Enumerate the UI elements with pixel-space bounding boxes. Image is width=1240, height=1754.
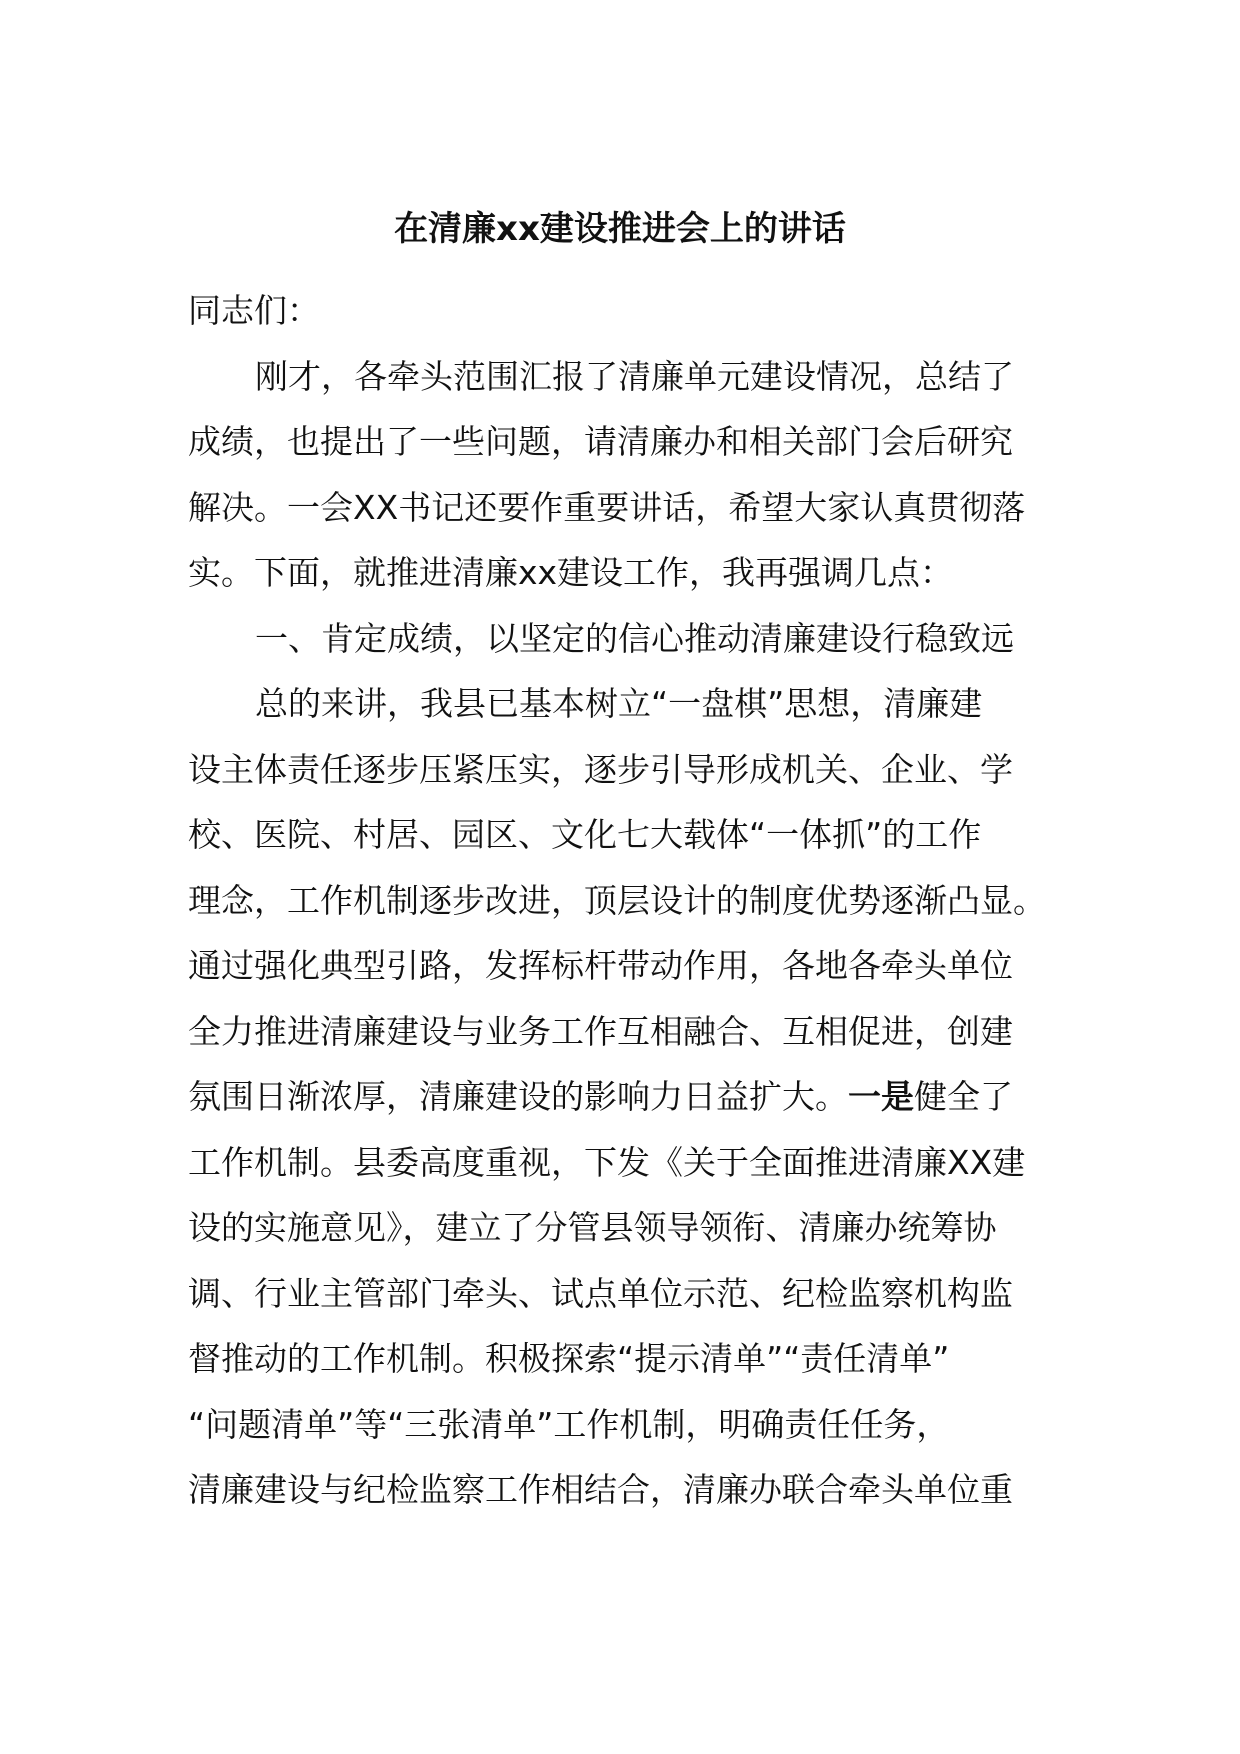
paragraph-line: 理念，工作机制逐步改进，顶层设计的制度优势逐渐凸显。: [188, 880, 1046, 920]
paragraph-text: 健全了: [914, 1077, 1013, 1116]
document-title: 在清廉xx建设推进会上的讲话: [394, 209, 846, 249]
paragraph-text: 氛围日渐浓厚，清廉建设的影响力日益扩大。: [188, 1077, 848, 1116]
paragraph-line: 成绩，也提出了一些问题，请清廉办和相关部门会后研究: [188, 422, 1013, 461]
paragraph-line: 解决。一会XX书记还要作重要讲话，希望大家认真贯彻落: [188, 487, 1026, 527]
salutation: 同志们：: [188, 291, 320, 330]
paragraph-line: “问题清单”等“三张清单”工作机制，明确责任任务，: [188, 1404, 950, 1444]
paragraph-line: 总的来讲，我县已基本树立“一盘棋”思想，清廉建: [255, 684, 983, 723]
paragraph-line: 督推动的工作机制。积极探索“提示清单”“责任清单”: [188, 1339, 950, 1378]
paragraph-line: 调、行业主管部门牵头、试点单位示范、纪检监察机构监: [188, 1273, 1013, 1313]
paragraph-line: 通过强化典型引路，发挥标杆带动作用，各地各牵头单位: [188, 946, 1013, 985]
bold-marker: 一是: [848, 1077, 914, 1116]
paragraph-line: 工作机制。县委高度重视，下发《关于全面推进清廉XX建: [188, 1142, 1026, 1182]
paragraph-line: 清廉建设与纪检监察工作相结合，清廉办联合牵头单位重: [188, 1470, 1013, 1509]
document-body: [188, 278, 1068, 1523]
paragraph-line: 设的实施意见》，建立了分管县领导领衔、清廉办统筹协: [188, 1208, 997, 1247]
paragraph-line-mixed: [188, 1064, 1068, 1130]
section-heading: 一、肯定成绩，以坚定的信心推动清廉建设行稳致远: [255, 618, 1014, 658]
paragraph-line: 实。下面，就推进清廉xx建设工作，我再强调几点：: [188, 553, 954, 592]
paragraph-line: 刚才，各牵头范围汇报了清廉单元建设情况，总结了: [255, 356, 1014, 396]
paragraph-line: 设主体责任逐步压紧压实，逐步引导形成机关、企业、学: [188, 749, 1013, 789]
paragraph-line: 校、医院、村居、园区、文化七大载体“一体抓”的工作: [188, 815, 982, 854]
paragraph-line: 全力推进清廉建设与业务工作互相融合、互相促进，创建: [188, 1011, 1013, 1051]
